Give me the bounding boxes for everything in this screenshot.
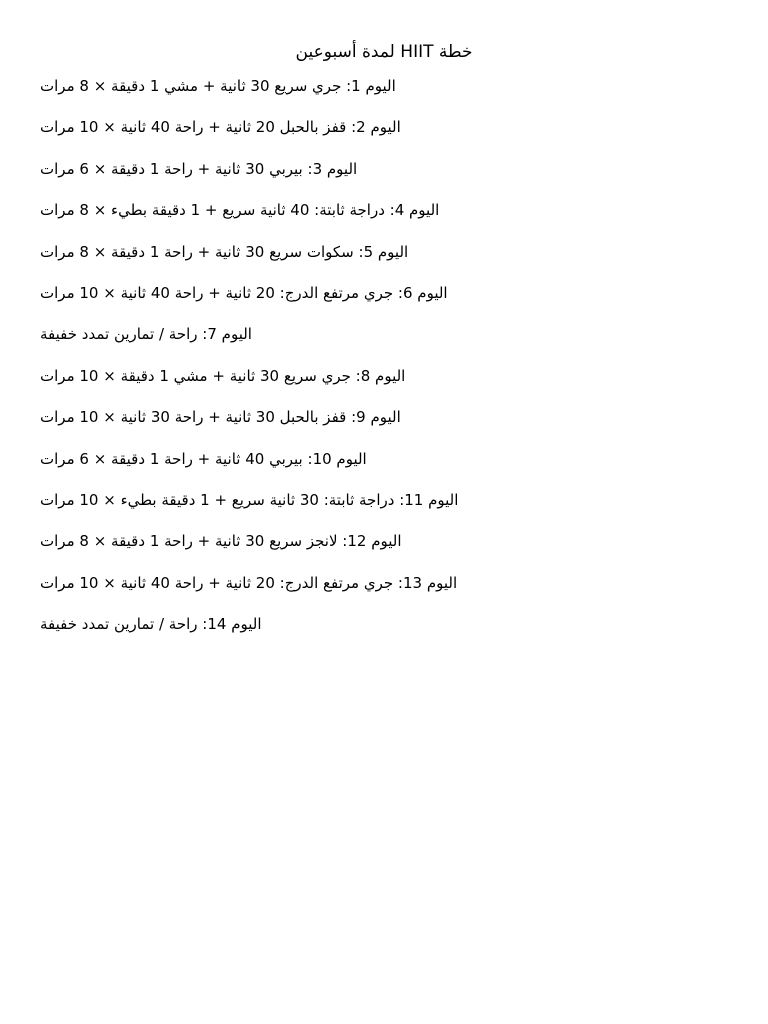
- document-title: خطة HIIT لمدة أسبوعين: [295, 42, 473, 62]
- day-5: اليوم 5: سكوات سريع 30 ثانية + راحة 1 دقيقة × 8 مرات: [40, 242, 409, 261]
- day-10: اليوم 10: بيربي 40 ثانية + راحة 1 دقيقة × 6 مرات: [40, 449, 367, 468]
- day-7: اليوم 7: راحة / تمارين تمدد خفيفة: [40, 325, 252, 344]
- day-4: اليوم 4: دراجة ثابتة: 40 ثانية سريع + 1 دقيقة بطيء × 8 مرات: [40, 201, 440, 220]
- day-6: اليوم 6: جري مرتفع الدرج: 20 ثانية + راحة 40 ثانية × 10 مرات: [40, 283, 448, 302]
- day-14: اليوم 14: راحة / تمارين تمدد خفيفة: [40, 615, 262, 634]
- day-13: اليوم 13: جري مرتفع الدرج: 20 ثانية + راحة 40 ثانية × 10 مرات: [40, 573, 458, 592]
- day-2: اليوم 2: قفز بالحبل 20 ثانية + راحة 40 ثانية × 10 مرات: [40, 118, 401, 137]
- day-list: [40, 74, 740, 653]
- day-1: اليوم 1: جري سريع 30 ثانية + مشي 1 دقيقة × 8 مرات: [40, 77, 396, 95]
- day-9: اليوم 9: قفز بالحبل 30 ثانية + راحة 30 ثانية × 10 مرات: [40, 408, 401, 427]
- day-8: اليوم 8: جري سريع 30 ثانية + مشي 1 دقيقة × 10 مرات: [40, 366, 406, 385]
- day-11: اليوم 11: دراجة ثابتة: 30 ثانية سريع + 1 دقيقة بطيء × 10 مرات: [40, 490, 459, 509]
- day-12: اليوم 12: لانجز سريع 30 ثانية + راحة 1 دقيقة × 8 مرات: [40, 532, 402, 551]
- day-3: اليوم 3: بيربي 30 ثانية + راحة 1 دقيقة × 6 مرات: [40, 159, 358, 178]
